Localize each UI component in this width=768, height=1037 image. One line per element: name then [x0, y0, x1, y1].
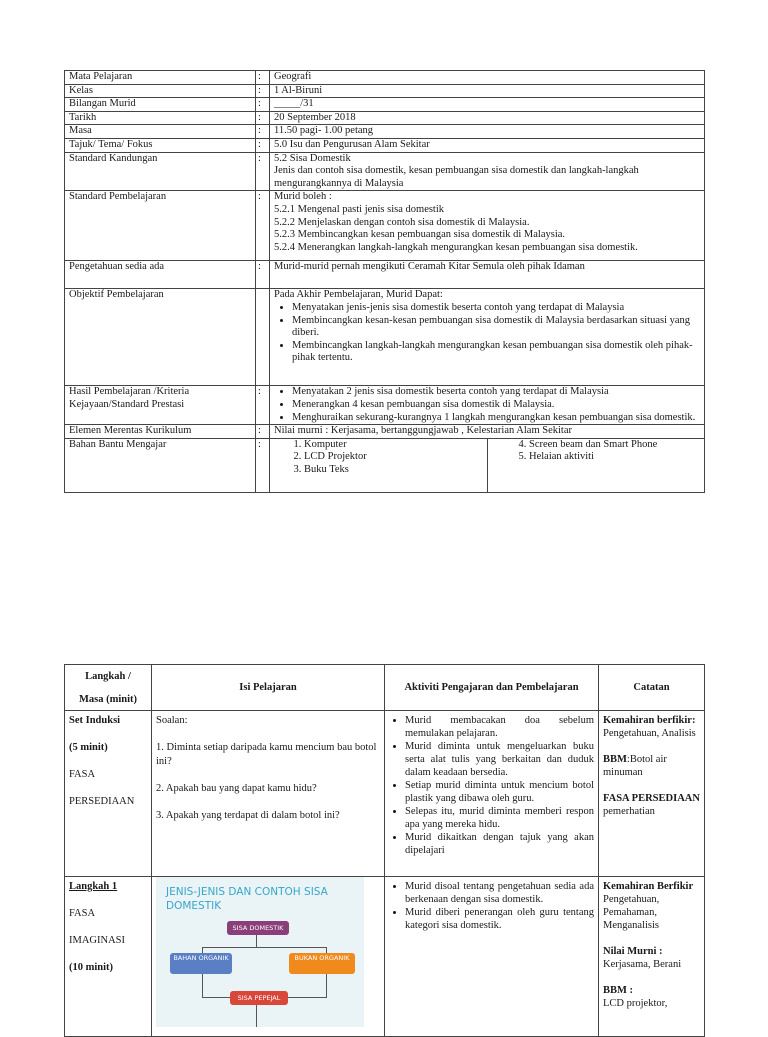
- info-label: Tarikh: [65, 111, 256, 125]
- info-label: Kelas: [65, 84, 256, 98]
- activity-item: • Selepas itu, murid diminta memberi respon apa yang mereka hidu.: [405, 805, 594, 831]
- activity-item: • Murid disoal tentang pengetahuan sedia ada berkenaan dengan sisa domestik.: [405, 880, 594, 906]
- activity-item: • Murid membacakan doa sebelum memulakan pelajaran.: [405, 714, 594, 740]
- obj-item: • Menyatakan jenis-jenis sisa domestik beserta contoh yang terdapat di Malaysia: [292, 302, 700, 315]
- catatan-value: Pengetahuan, Analisis: [603, 728, 696, 739]
- colon: :: [256, 125, 270, 139]
- info-row: [65, 71, 705, 85]
- sp-item: 5.2.2 Menjelaskan dengan contoh sisa domestik di Malaysia.: [274, 216, 530, 228]
- value-bahan: [270, 438, 705, 492]
- activity-item: • Murid dikaitkan dengan tajuk yang akan dipelajari: [405, 831, 594, 857]
- obj-item: • Membincangkan langkah-langkah mengurangkan kesan pembuangan sisa domestik oleh pihak-pihak tertentu.: [292, 340, 700, 365]
- catatan-heading: Kemahiran Berfikir: [603, 881, 694, 892]
- info-value: 11.50 pagi- 1.00 petang: [270, 125, 705, 139]
- connector: [326, 973, 327, 997]
- activity-item: • Murid diberi penerangan oleh guru tentang kategori sisa domestik.: [405, 906, 594, 932]
- value-hasil: [270, 386, 705, 425]
- header-isi: Isi Pelajaran: [152, 665, 385, 711]
- bahan-item: 2. LCD Projektor: [304, 451, 483, 464]
- label-standard-pembelajaran: Standard Pembelajaran: [65, 191, 256, 261]
- diagram-node-bukan-organik: BUKAN ORGANIK: [289, 953, 355, 974]
- catatan-value: :Botol air minuman: [603, 754, 667, 778]
- value-standard-kandungan: [270, 152, 705, 191]
- langkah-1-title: Langkah 1: [69, 881, 118, 892]
- set-induksi-time: (5 minit): [69, 742, 108, 753]
- cell-aktiviti-set-induksi: [385, 711, 599, 877]
- bahan-item: 5. Helaian aktiviti: [529, 451, 657, 464]
- info-row: [65, 138, 705, 152]
- info-value: Geografi: [270, 71, 705, 85]
- info-label: Bilangan Murid: [65, 98, 256, 112]
- catatan-heading: BBM: [603, 754, 627, 765]
- row-elemen: [65, 425, 705, 439]
- lesson-header-row: [65, 665, 705, 711]
- row-hasil: [65, 386, 705, 425]
- connector: [202, 997, 230, 998]
- hasil-item: • Menyatakan 2 jenis sisa domestik beserta contoh yang terdapat di Malaysia: [292, 386, 700, 399]
- info-value: 1 Al-Biruni: [270, 84, 705, 98]
- catatan-value: Kerjasama, Berani: [603, 959, 682, 970]
- obj-intro: Pada Akhir Pembelajaran, Murid Dapat:: [274, 289, 443, 301]
- soalan-label: Soalan:: [156, 715, 188, 726]
- info-value: 5.0 Isu dan Pengurusan Alam Sekitar: [270, 138, 705, 152]
- activity-item: • Murid diminta untuk mengeluarkan buku serta alat tulis yang berkaitan dan duduk dalam keadaan bersedia.: [405, 740, 594, 779]
- hasil-item: • Menerangkan 4 kesan pembuangan sisa domestik di Malaysia.: [292, 399, 700, 412]
- catatan-heading: Kemahiran berfikir:: [603, 715, 696, 726]
- header-catatan: Catatan: [599, 665, 705, 711]
- connector: [288, 997, 327, 998]
- lesson-info-table: [64, 70, 705, 493]
- colon: :: [256, 98, 270, 112]
- info-row: [65, 125, 705, 139]
- label-standard-kandungan: Standard Kandungan: [65, 152, 256, 191]
- colon: :: [256, 261, 270, 289]
- info-row: [65, 98, 705, 112]
- info-row: [65, 111, 705, 125]
- colon: :: [256, 138, 270, 152]
- info-label: Tajuk/ Tema/ Fokus: [65, 138, 256, 152]
- header-langkah: Langkah / Masa (minit): [65, 665, 152, 711]
- info-label: Masa: [65, 125, 256, 139]
- connector: [202, 947, 327, 948]
- connector: [202, 973, 203, 997]
- catatan-heading: BBM :: [603, 985, 634, 996]
- label-objektif: Objektif Pembelajaran: [65, 289, 256, 386]
- sp-intro: Murid boleh :: [274, 191, 332, 203]
- diagram-title: JENIS-JENIS DAN CONTOH SISA DOMESTIK: [166, 886, 328, 912]
- fasa-label: FASA: [69, 908, 96, 919]
- label-elemen: Elemen Merentas Kurikulum: [65, 425, 256, 439]
- header-aktiviti: Aktiviti Pengajaran dan Pembelajaran: [385, 665, 599, 711]
- info-value: _____/31: [270, 98, 705, 112]
- catatan-heading: FASA PERSEDIAAN: [603, 793, 700, 804]
- activity-item: • Setiap murid diminta untuk mencium botol plastik yang dibawa oleh guru.: [405, 779, 594, 805]
- diagram-node-sisa-pepejal: SISA PEPEJAL: [230, 991, 288, 1005]
- label-bahan: Bahan Bantu Mengajar: [65, 438, 256, 492]
- cell-isi-set-induksi: [152, 711, 385, 877]
- row-objektif: [65, 289, 705, 386]
- colon: :: [256, 438, 270, 492]
- row-pengetahuan: [65, 261, 705, 289]
- catatan-value: Pengetahuan, Pemahaman, Menganalisis: [603, 894, 660, 931]
- question: 1. Diminta setiap daripada kamu mencium bau botol ini?: [156, 742, 377, 767]
- info-value: 20 September 2018: [270, 111, 705, 125]
- diagram-node-bahan-organik: BAHAN ORGANIK: [170, 953, 232, 974]
- colon: :: [256, 71, 270, 85]
- bahan-item: 3. Buku Teks: [304, 464, 483, 477]
- label-pengetahuan: Pengetahuan sedia ada: [65, 261, 256, 289]
- connector: [256, 935, 257, 947]
- sp-item: 5.2.3 Membincangkan kesan pembuangan sisa domestik di Malaysia.: [274, 229, 566, 241]
- value-standard-pembelajaran: [270, 191, 705, 261]
- row-bahan: [65, 438, 705, 492]
- bahan-item: 1. Komputer: [304, 439, 483, 452]
- bahan-item: 4. Screen beam dan Smart Phone: [529, 439, 657, 452]
- sk-line1: 5.2 Sisa Domestik: [274, 152, 351, 164]
- value-pengetahuan: Murid-murid pernah mengikuti Ceramah Kitar Semula oleh pihak Idaman: [270, 261, 705, 289]
- row-langkah-1: [65, 877, 705, 1037]
- cell-langkah-set-induksi: [65, 711, 152, 877]
- diagram-node-root: SISA DOMESTIK: [227, 921, 289, 935]
- colon: :: [256, 386, 270, 425]
- cell-catatan-langkah-1: [599, 877, 705, 1037]
- catatan-heading: Nilai Murni :: [603, 946, 663, 957]
- hasil-item: • Menghuraikan sekurang-kurangnya 1 langkah mengurangkan kesan pembuangan sisa domestik.: [292, 412, 700, 425]
- catatan-value: LCD projektor,: [603, 998, 668, 1009]
- obj-item: • Membincangkan kesan-kesan pembuangan sisa domestik di Malaysia berdasarkan situasi yang diberi.: [292, 315, 700, 340]
- fasa-name: IMAGINASI: [69, 935, 125, 946]
- colon: :: [256, 111, 270, 125]
- row-standard-pembelajaran: [65, 191, 705, 261]
- info-label: Mata Pelajaran: [65, 71, 256, 85]
- colon: :: [256, 84, 270, 98]
- colon: :: [256, 152, 270, 191]
- value-objektif: [270, 289, 705, 386]
- colon: :: [256, 191, 270, 261]
- row-set-induksi: [65, 711, 705, 877]
- langkah-1-time: (10 minit): [69, 962, 114, 973]
- cell-isi-langkah-1: [152, 877, 385, 1037]
- cell-catatan-set-induksi: [599, 711, 705, 877]
- label-hasil: Hasil Pembelajaran /Kriteria Kejayaan/Standard Prestasi: [65, 386, 256, 425]
- colon: :: [256, 425, 270, 439]
- cell-aktiviti-langkah-1: [385, 877, 599, 1037]
- set-induksi-title: Set Induksi: [69, 715, 121, 726]
- value-elemen: Nilai murni : Kerjasama, bertanggungjawab , Kelestarian Alam Sekitar: [270, 425, 705, 439]
- fasa-name: PERSEDIAAN: [69, 796, 135, 807]
- lesson-plan-table: [64, 664, 705, 1037]
- question: 3. Apakah yang terdapat di dalam botol ini?: [156, 810, 340, 821]
- sp-item: 5.2.4 Menerangkan langkah-langkah mengurangkan kesan pembuangan sisa domestik.: [274, 241, 638, 253]
- cell-langkah-1: [65, 877, 152, 1037]
- sisa-domestik-diagram: [156, 877, 364, 1027]
- info-row: [65, 84, 705, 98]
- question: 2. Apakah bau yang dapat kamu hidu?: [156, 783, 317, 794]
- catatan-value: pemerhatian: [603, 806, 655, 817]
- sp-item: 5.2.1 Mengenal pasti jenis sisa domestik: [274, 203, 445, 215]
- sk-line2: Jenis dan contoh sisa domestik, kesan pembuangan sisa domestik dan langkah-langkah mengurangkannya di Malaysia: [274, 165, 639, 189]
- row-standard-kandungan: [65, 152, 705, 191]
- fasa-label: FASA: [69, 769, 96, 780]
